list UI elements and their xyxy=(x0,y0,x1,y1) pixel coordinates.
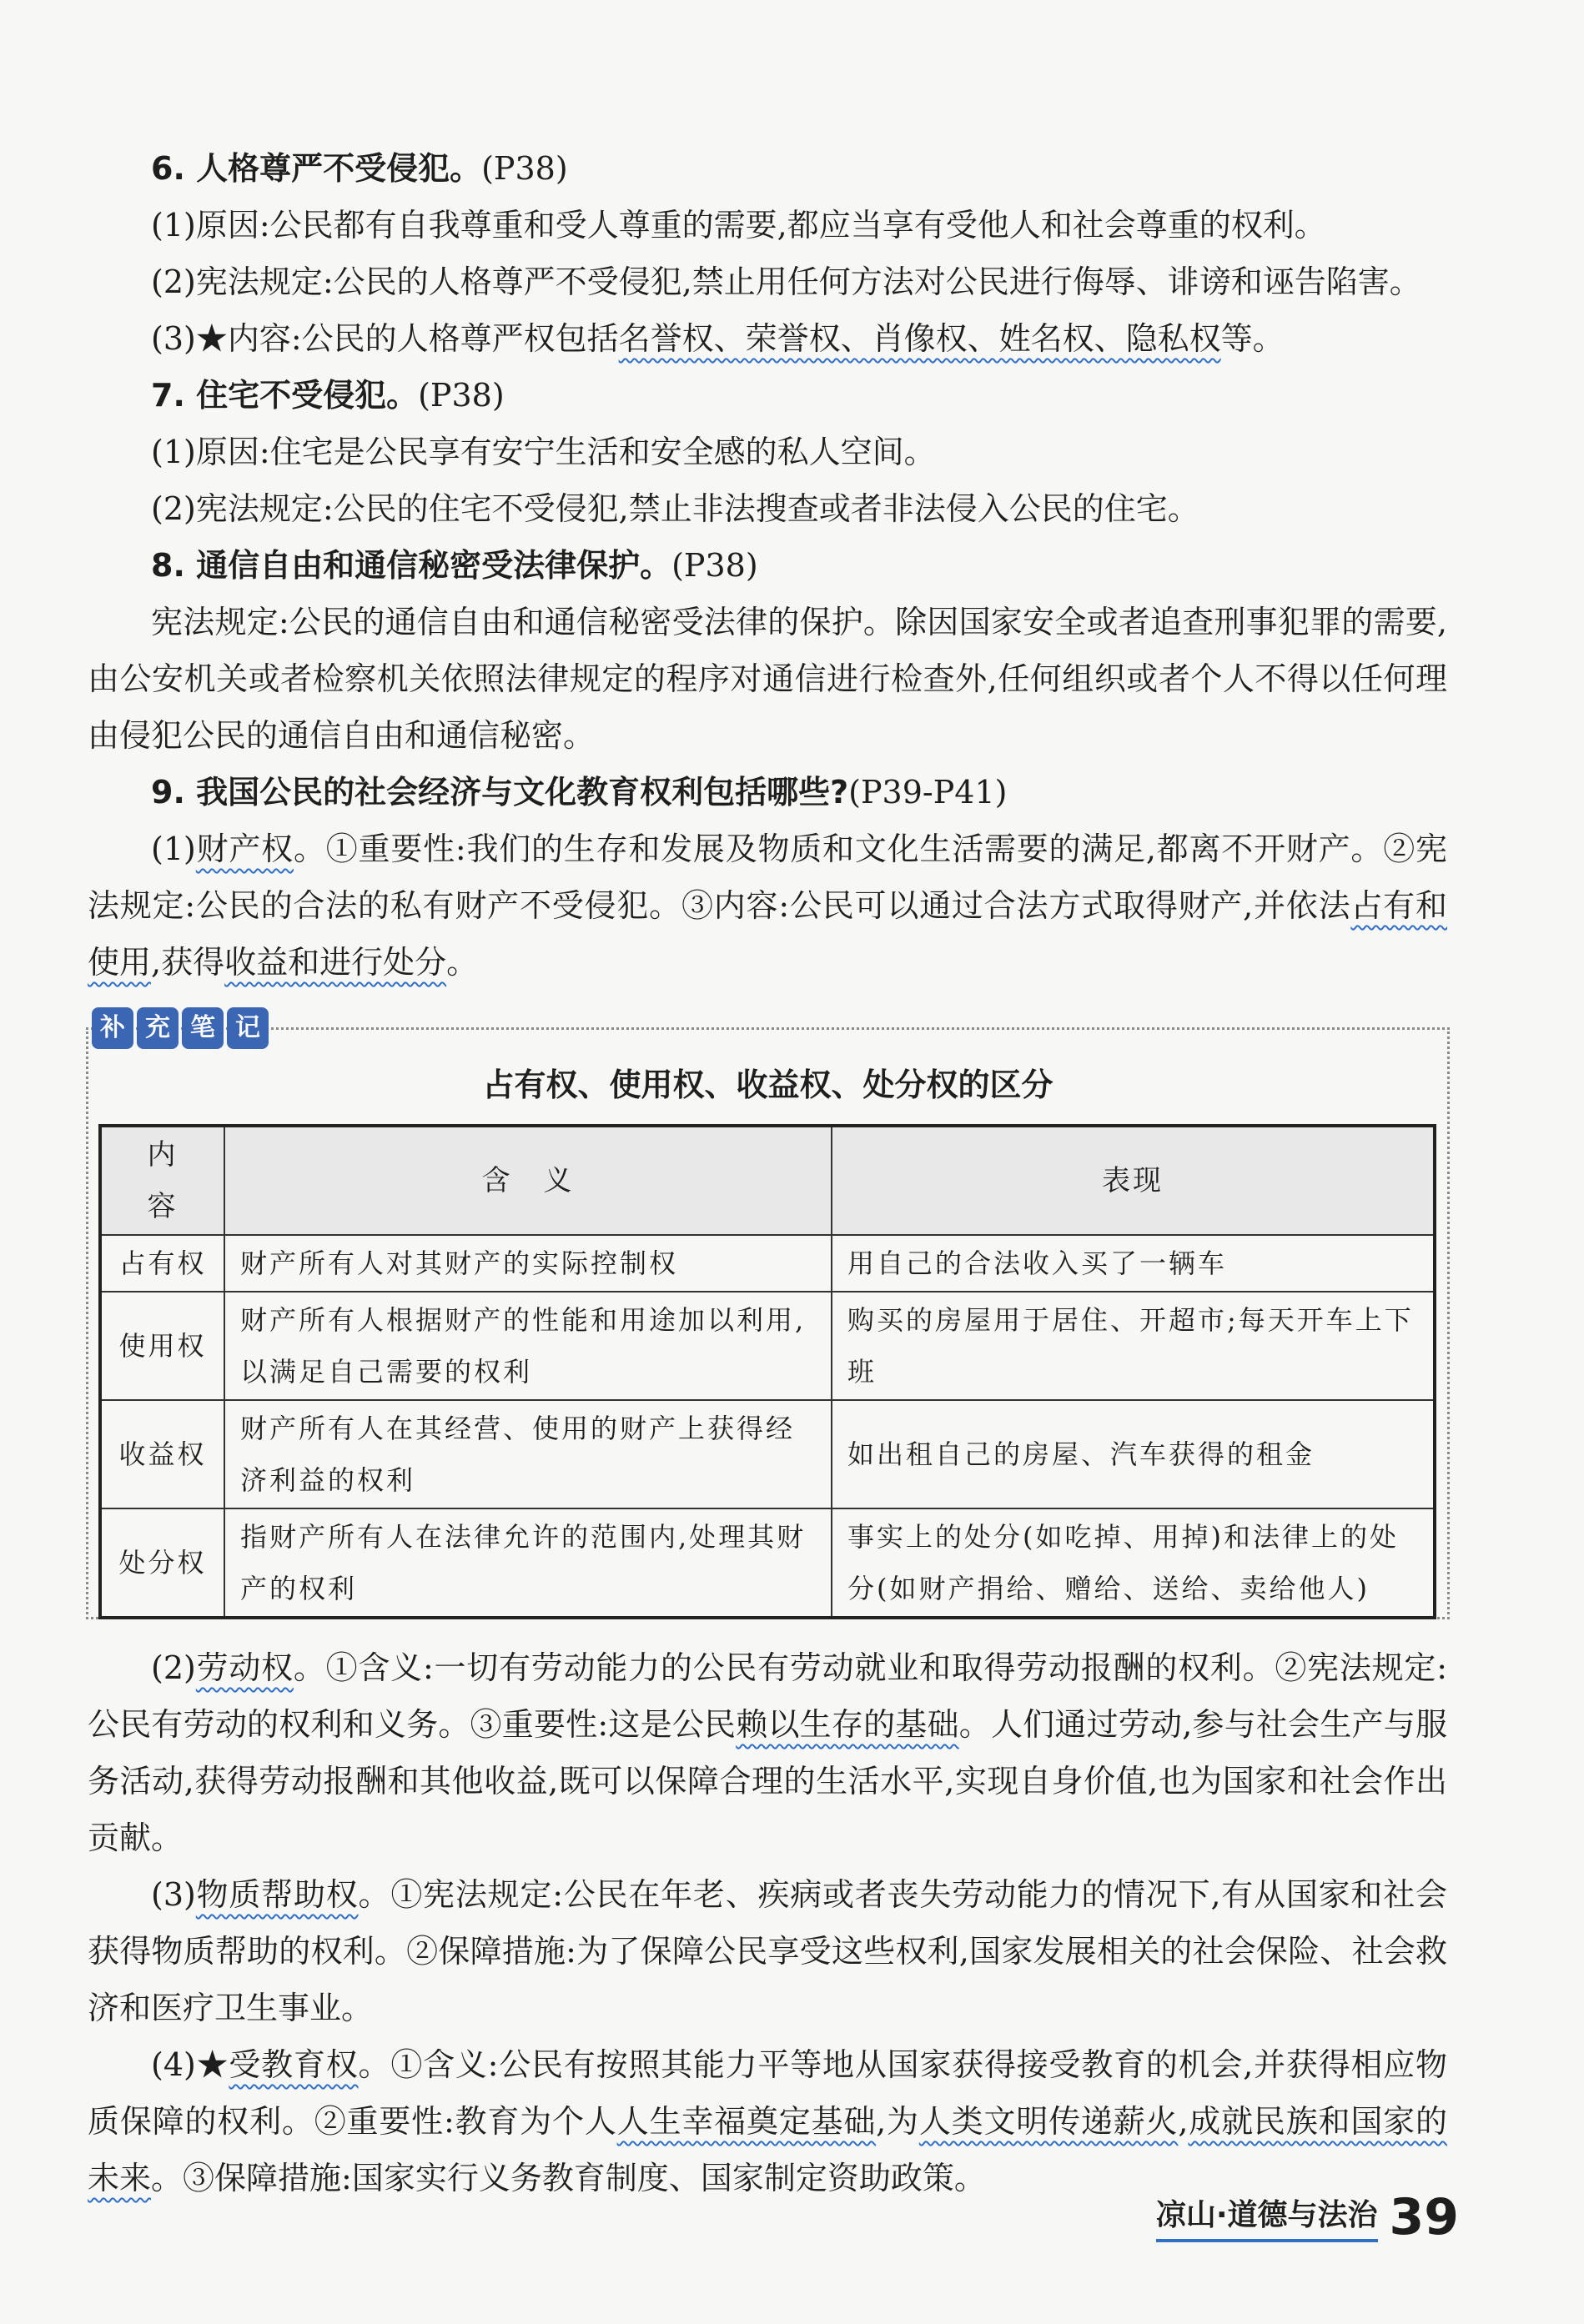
tag-char: 充 xyxy=(137,1007,179,1049)
section-8-law: 宪法规定:公民的通信自由和通信秘密受法律的保护。除因国家安全或者追查刑事犯罪的需要,由公安机关或者检察机关依照法律规定的程序对通信进行检查外,任何组织或者个人不得以任何理由侵犯公民的通信自由和通信秘密。 xyxy=(88,604,1447,754)
row-example: 如出租自己的房屋、汽车获得的租金 xyxy=(832,1400,1435,1508)
row-label: 收益权 xyxy=(100,1400,224,1508)
supplementary-notes-tag xyxy=(92,1007,269,1049)
section-6-heading: 6. 人格尊严不受侵犯。(P38) xyxy=(151,150,568,187)
table-title: 占有权、使用权、收益权、处分权的区分 xyxy=(482,1067,1053,1103)
page-footer xyxy=(1155,2188,1459,2246)
property-rights-table xyxy=(98,1124,1436,1619)
header-manifestation: 表现 xyxy=(832,1126,1435,1235)
row-label: 占有权 xyxy=(100,1235,224,1292)
header-meaning: 含 义 xyxy=(224,1126,832,1235)
table-row xyxy=(100,1400,1435,1508)
header-content: 内 容 xyxy=(100,1126,224,1235)
row-meaning: 指财产所有人在法律允许的范围内,处理其财产的权利 xyxy=(224,1508,832,1618)
row-meaning: 财产所有人在其经营、使用的财产上获得经济利益的权利 xyxy=(224,1400,832,1508)
section-6-reason: (1)原因:公民都有自我尊重和受人尊重的需要,都应当享有受他人和社会尊重的权利。 xyxy=(151,207,1326,243)
section-9-heading: 9. 我国公民的社会经济与文化教育权利包括哪些?(P39-P41) xyxy=(151,774,1008,811)
row-meaning: 财产所有人根据财产的性能和用途加以利用,以满足自己需要的权利 xyxy=(224,1292,832,1400)
row-label: 处分权 xyxy=(100,1508,224,1618)
labor-right: (2)劳动权。①含义:一切有劳动能力的公民有劳动就业和取得劳动报酬的权利。②宪法规定:公民有劳动的权利和义务。③重要性:这是公民赖以生存的基础。人们通过劳动,参与社会生产与服务活动,获得劳动报酬和其他收益,既可以保障合理的生活水平,实现自身价值,也为国家和社会作出贡献。 xyxy=(88,1649,1447,1856)
education-right: (4)★受教育权。①含义:公民有按照其能力平等地从国家获得接受教育的机会,并获得相应物质保障的权利。②重要性:教育为个人人生幸福奠定基础,为人类文明传递薪火,成就民族和国家的未来。③保障措施:国家实行义务教育制度、国家制定资助政策。 xyxy=(88,2046,1447,2196)
tag-char: 笔 xyxy=(182,1007,224,1049)
section-9-property-right: (1)财产权。①重要性:我们的生存和发展及物质和文化生活需要的满足,都离不开财产。②宪法规定:公民的合法的私有财产不受侵犯。③内容:公民可以通过合法方式取得财产,并依法占有和使用,获得收益和进行处分。 xyxy=(88,831,1447,981)
table-row xyxy=(100,1235,1435,1292)
table-header-row xyxy=(100,1126,1435,1235)
section-6-law: (2)宪法规定:公民的人格尊严不受侵犯,禁止用任何方法对公民进行侮辱、诽谤和诬告陷害。 xyxy=(151,264,1421,300)
row-label: 使用权 xyxy=(100,1292,224,1400)
tag-char: 补 xyxy=(92,1007,133,1049)
row-example: 事实上的处分(如吃掉、用掉)和法律上的处分(如财产捐给、赠给、送给、卖给他人) xyxy=(832,1508,1435,1618)
tag-char: 记 xyxy=(227,1007,269,1049)
footer-title: 凉山·道德与法治 xyxy=(1156,2191,1378,2242)
section-7-reason: (1)原因:住宅是公民享有安宁生活和安全感的私人空间。 xyxy=(151,434,936,470)
section-7-heading: 7. 住宅不受侵犯。(P38) xyxy=(151,377,505,414)
section-7-law: (2)宪法规定:公民的住宅不受侵犯,禁止非法搜查或者非法侵入公民的住宅。 xyxy=(151,490,1199,527)
table-row xyxy=(100,1292,1435,1400)
table-row xyxy=(100,1508,1435,1618)
row-meaning: 财产所有人对其财产的实际控制权 xyxy=(224,1235,832,1292)
section-6-content: (3)★内容:公民的人格尊严权包括名誉权、荣誉权、肖像权、姓名权、隐私权等。 xyxy=(151,320,1285,357)
page-number: 39 xyxy=(1389,2188,1459,2246)
row-example: 用自己的合法收入买了一辆车 xyxy=(832,1235,1435,1292)
section-8-heading: 8. 通信自由和通信秘密受法律保护。(P38) xyxy=(151,547,758,584)
material-assistance-right: (3)物质帮助权。①宪法规定:公民在年老、疾病或者丧失劳动能力的情况下,有从国家和社会获得物质帮助的权利。②保障措施:为了保障公民享受这些权利,国家发展相关的社会保险、社会救济和医疗卫生事业。 xyxy=(88,1876,1447,2026)
row-example: 购买的房屋用于居住、开超市;每天开车上下班 xyxy=(832,1292,1435,1400)
